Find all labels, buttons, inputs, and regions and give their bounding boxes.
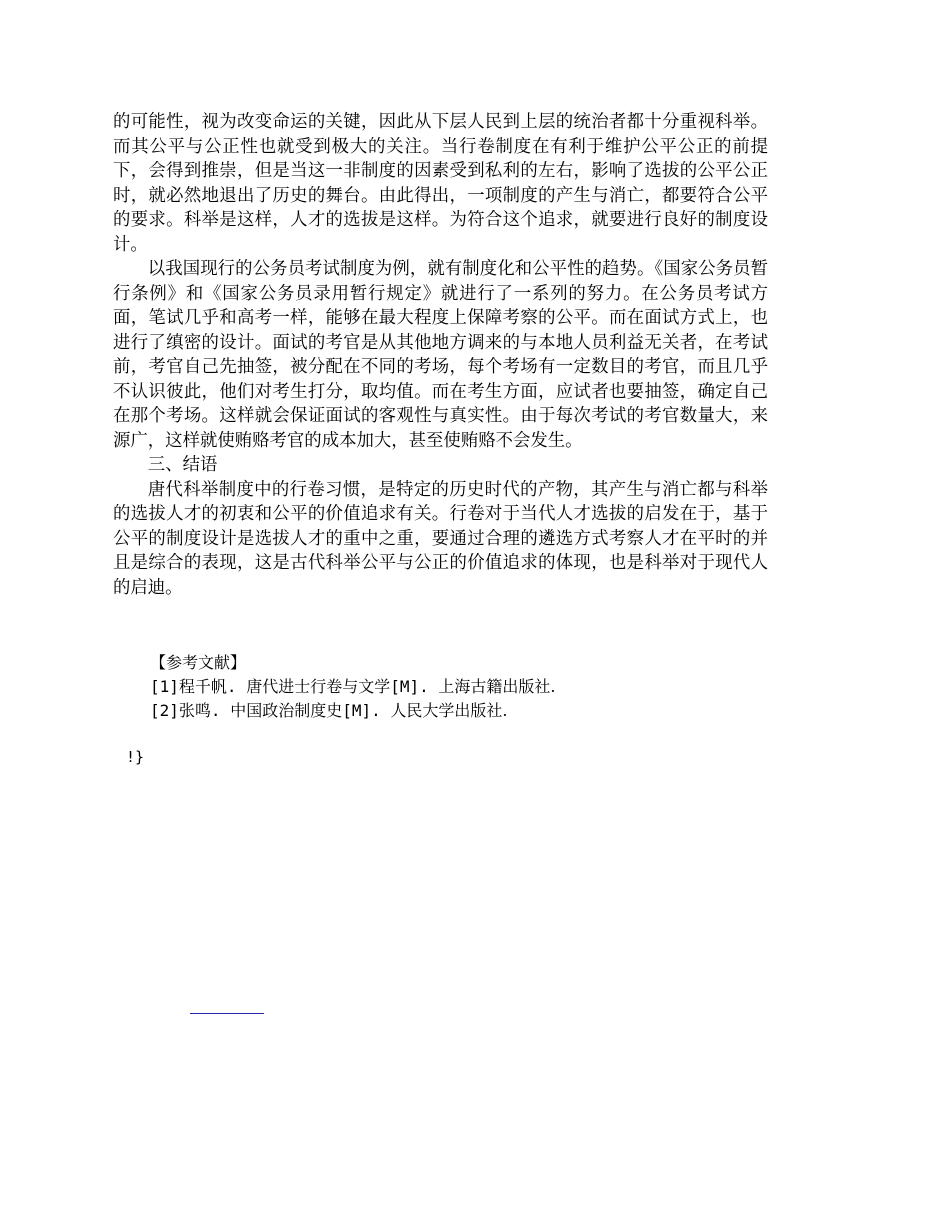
paragraph-conclusion: 唐代科举制度中的行卷习惯，是特定的历史时代的产物，其产生与消亡都与科举的选拔人才的初衷和公平的价值追求有关。行卷对于当代人才选拔的启发在于，基于公平的制度设计是选拔人才的重中之重，要通过合理的遴选方式考察人才在平时的并且是综合的表现，这是古代科举公平与公正的价值追求的体现，也是科举对于现代人的启迪。 [113, 479, 768, 598]
reference-author: 张鸣 [178, 701, 211, 720]
reference-title: 中国政治制度史 [230, 701, 343, 720]
paragraph-conclusion-of-previous-section: 的可能性，视为改变命运的关键，因此从下层人民到上层的统治者都十分重视科举。而其公平与公正性也就受到极大的关注。当行卷制度在有利于维护公平公正的前提下，会得到推崇，但是当这一非制度的因素受到私利的左右，影响了选拔的公平公正时，就必然地退出了历史的舞台。由此得出，一项制度的产生与消亡，都要符合公平的要求。科举是这样，人才的选拔是这样。为符合这个追求，就要进行良好的制度设计。 [113, 112, 768, 255]
reference-separator: . [419, 677, 439, 696]
reference-separator: . [210, 701, 231, 720]
reference-item [150, 699, 555, 723]
reference-publisher: 上海古籍出版社. [438, 677, 556, 696]
reference-number: [1] [150, 677, 179, 696]
reference-item [150, 675, 555, 699]
section-heading-conclusion: 三、结语 [147, 455, 218, 475]
footnote-separator-line [190, 1013, 264, 1014]
paragraph-civil-service-exam: 以我国现行的公务员考试制度为例，就有制度化和公平性的趋势。《国家公务员暂行条例》和《国家公务员录用暂行规定》就进行了一系列的努力。在公务员考试方面，笔试几乎和高考一样，能够在最大程度上保障考察的公平。而在面试方式上，也进行了缜密的设计。面试的考官是从其他地方调来的与本地人员利益无关者，在考试前，考官自己先抽签，被分配在不同的考场，每个考场有一定数目的考官，而且几乎不认识彼此，他们对考生打分，取均值。而在考生方面，应试者也要抽签，确定自己在那个考场。这样就会保证面试的客观性与真实性。由于每次考试的考官数量大，来源广，这样就使贿赂考官的成本加大，甚至使贿赂不会发生。 [113, 259, 768, 451]
reference-publisher: 人民大学出版社. [390, 701, 508, 720]
body-text [113, 110, 768, 600]
stray-text: !} [126, 748, 145, 766]
reference-author: 程千帆 [178, 677, 227, 696]
reference-separator: . [371, 701, 391, 720]
reference-separator: . [226, 677, 247, 696]
references-heading: 【参考文献】 [150, 653, 247, 672]
reference-type: [M] [342, 701, 372, 720]
reference-title: 唐代进士行卷与文学 [246, 677, 391, 696]
references-section [150, 651, 555, 723]
reference-number: [2] [150, 701, 179, 720]
reference-type: [M] [390, 677, 420, 696]
